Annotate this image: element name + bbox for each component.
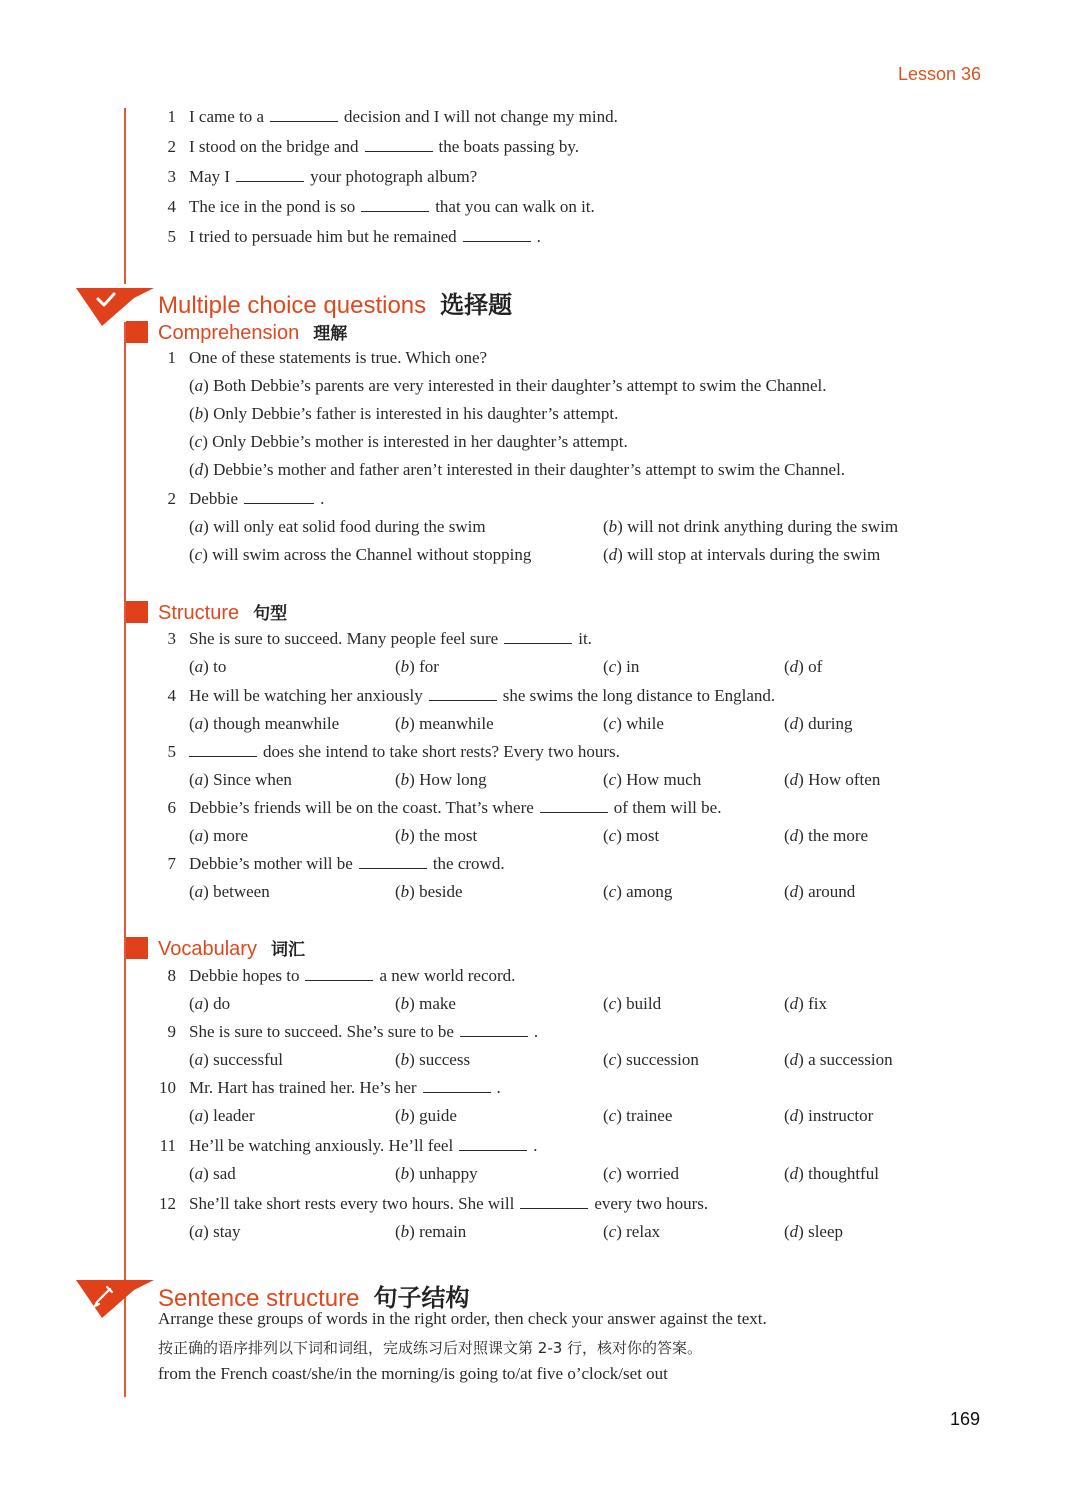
- answer-option[interactable]: (b) guide: [395, 1106, 457, 1125]
- answer-option[interactable]: (a) to: [189, 657, 227, 676]
- margin-rule-top: [124, 108, 126, 284]
- answer-option[interactable]: (b) beside: [395, 882, 463, 901]
- question-text-before: I tried to persuade him but he remained: [189, 227, 457, 246]
- answer-option[interactable]: (b) make: [395, 994, 456, 1013]
- option-letter: c: [608, 882, 617, 901]
- answer-blank[interactable]: [520, 1195, 588, 1209]
- question-number: 7: [167, 854, 176, 873]
- option-text: remain: [419, 1222, 467, 1241]
- subsection-title-zh: 词汇: [270, 940, 305, 960]
- option-text: success: [419, 1050, 471, 1069]
- option-text: of: [808, 657, 823, 676]
- answer-option[interactable]: (d) sleep: [784, 1222, 844, 1241]
- option-text: a succession: [808, 1050, 893, 1069]
- option-letter: b: [400, 714, 410, 733]
- subsection-title-text: Vocabulary: [158, 938, 257, 960]
- question-text: [189, 742, 620, 762]
- answer-option[interactable]: (d) instructor: [784, 1106, 874, 1125]
- question-text-before: She’ll take short rests every two hours. She will: [189, 1194, 515, 1213]
- question-text: [189, 137, 579, 157]
- answer-option[interactable]: (c) worried: [603, 1164, 680, 1183]
- subsection-title-vocabulary: [158, 935, 305, 961]
- option-text: the more: [808, 826, 869, 845]
- option-letter: a: [194, 994, 204, 1013]
- option-letter: d: [789, 1050, 799, 1069]
- question-number: 3: [167, 167, 176, 186]
- question-number: 9: [167, 1022, 176, 1041]
- question-text: [189, 489, 324, 509]
- question-text: [189, 227, 541, 247]
- option-text: succession: [626, 1050, 699, 1069]
- answer-option[interactable]: (d) thoughtful: [784, 1164, 879, 1183]
- question-number: 11: [159, 1136, 176, 1155]
- subsection-title-comprehension: [158, 319, 347, 345]
- answer-option[interactable]: (c) succession: [603, 1050, 699, 1069]
- question-number: 3: [167, 629, 176, 648]
- answer-option[interactable]: (a) leader: [189, 1106, 255, 1125]
- option-letter: b: [608, 517, 618, 536]
- answer-option[interactable]: (c) Only Debbie’s mother is interested in her daughter’s attempt.: [189, 432, 628, 451]
- option-letter: b: [400, 1050, 410, 1069]
- option-letter: c: [608, 994, 617, 1013]
- question-number: 4: [167, 686, 176, 705]
- option-letter: d: [789, 657, 799, 676]
- answer-option[interactable]: (a) will only eat solid food during the swim: [189, 517, 486, 536]
- option-text: Debbie’s mother and father aren’t interested in their daughter’s attempt to swim the Channel.: [213, 460, 846, 479]
- margin-rule-main: [124, 322, 126, 1397]
- option-text: relax: [626, 1222, 661, 1241]
- question-text: [189, 798, 721, 818]
- answer-option[interactable]: (a) Both Debbie’s parents are very interested in their daughter’s attempt to swim the Channel.: [189, 376, 827, 395]
- option-text: though meanwhile: [213, 714, 340, 733]
- question-number: 8: [167, 966, 176, 985]
- question-text: [189, 966, 515, 986]
- option-letter: d: [789, 1164, 799, 1183]
- option-letter: b: [400, 994, 410, 1013]
- answer-blank[interactable]: [459, 1137, 527, 1151]
- option-letter: d: [789, 882, 799, 901]
- option-letter: c: [608, 770, 617, 789]
- question-text-before: I stood on the bridge and: [189, 137, 359, 156]
- option-text: How often: [808, 770, 881, 789]
- option-letter: a: [194, 1164, 204, 1183]
- lesson-label: Lesson 36: [898, 64, 982, 84]
- answer-option[interactable]: (d) around: [784, 882, 856, 901]
- option-letter: b: [400, 1222, 410, 1241]
- subsection-title-zh: 句型: [253, 604, 288, 624]
- option-text: while: [626, 714, 664, 733]
- question-text-after: .: [533, 1136, 538, 1155]
- question-text-after: she swims the long distance to England.: [502, 686, 776, 705]
- question-text-before: She is sure to succeed. She’s sure to be: [189, 1022, 454, 1041]
- question-text: [189, 1136, 537, 1156]
- option-letter: b: [400, 1164, 410, 1183]
- subsection-title-structure: [158, 599, 287, 625]
- subsection-title-text: Structure: [158, 602, 240, 624]
- option-text: in: [626, 657, 640, 676]
- option-letter: c: [608, 714, 617, 733]
- option-text: meanwhile: [419, 714, 494, 733]
- question-text-after: .: [320, 489, 325, 508]
- answer-option[interactable]: (a) successful: [189, 1050, 283, 1069]
- option-text: Only Debbie’s father is interested in his daughter’s attempt.: [213, 404, 619, 423]
- option-text: build: [626, 994, 662, 1013]
- pencil-badge-icon: [76, 1278, 154, 1320]
- option-text: thoughtful: [808, 1164, 879, 1183]
- answer-option[interactable]: (a) more: [189, 826, 249, 845]
- answer-option[interactable]: (d) Debbie’s mother and father aren’t interested in their daughter’s attempt to swim the Channel.: [189, 460, 846, 479]
- option-letter: a: [194, 714, 204, 733]
- option-letter: c: [194, 432, 203, 451]
- option-text: beside: [419, 882, 463, 901]
- option-letter: d: [789, 1222, 799, 1241]
- question-text-after: .: [536, 227, 541, 246]
- option-letter: a: [194, 376, 204, 395]
- question-text-before: Debbie hopes to: [189, 966, 300, 985]
- answer-option[interactable]: (c) relax: [603, 1222, 661, 1241]
- option-text: How much: [626, 770, 702, 789]
- question-number: 10: [159, 1078, 176, 1097]
- option-text: more: [213, 826, 249, 845]
- question-text: [189, 167, 477, 187]
- answer-blank[interactable]: [359, 855, 427, 869]
- option-text: will swim across the Channel without stopping: [212, 545, 532, 564]
- answer-blank[interactable]: [540, 799, 608, 813]
- question-number: 5: [167, 227, 176, 246]
- question-number: 12: [159, 1194, 176, 1213]
- sentence-structure-words: from the French coast/she/in the morning/is going to/at five o’clock/set out: [158, 1364, 668, 1383]
- option-letter: a: [194, 657, 204, 676]
- question-text-before: He will be watching her anxiously: [189, 686, 423, 705]
- option-letter: a: [194, 770, 204, 789]
- question-text: [189, 107, 618, 127]
- answer-blank[interactable]: [429, 687, 497, 701]
- question-number: 2: [167, 137, 176, 156]
- question-text-after: every two hours.: [594, 1194, 709, 1213]
- answer-blank[interactable]: [460, 1023, 528, 1037]
- question-text-after: your photograph album?: [310, 167, 478, 186]
- option-text: around: [808, 882, 856, 901]
- subsection-title-zh: 理解: [313, 324, 348, 344]
- option-letter: c: [608, 1050, 617, 1069]
- option-letter: b: [194, 404, 204, 423]
- option-text: to: [213, 657, 227, 676]
- question-text-after: of them will be.: [613, 798, 722, 817]
- option-letter: b: [400, 826, 410, 845]
- question-number: 5: [167, 742, 176, 761]
- option-letter: c: [608, 1106, 617, 1125]
- question-text: [189, 1022, 538, 1042]
- question-text-before: She is sure to succeed. Many people feel sure: [189, 629, 499, 648]
- section-title-sentence-structure: [158, 1278, 469, 1313]
- structure-marker: [126, 601, 148, 623]
- option-text: successful: [213, 1050, 283, 1069]
- option-letter: a: [194, 517, 204, 536]
- section-title-text: Sentence structure: [158, 1285, 360, 1312]
- question-text: [189, 629, 592, 649]
- question-text-after: .: [533, 1022, 539, 1041]
- answer-option[interactable]: (c) How much: [603, 770, 702, 789]
- option-text: most: [626, 826, 660, 845]
- answer-blank[interactable]: [236, 168, 304, 182]
- section-title-text: Multiple choice questions: [158, 292, 427, 319]
- option-letter: c: [608, 1222, 617, 1241]
- section-title-zh: 句子结构: [373, 1284, 470, 1312]
- answer-option[interactable]: (a) between: [189, 882, 270, 901]
- question-number: 2: [167, 489, 176, 508]
- option-letter: c: [194, 545, 203, 564]
- answer-option[interactable]: (d) fix: [784, 994, 827, 1013]
- option-letter: a: [194, 1222, 204, 1241]
- section-title-zh: 选择题: [440, 291, 513, 319]
- option-text: fix: [808, 994, 827, 1013]
- answer-option[interactable]: (b) meanwhile: [395, 714, 494, 733]
- option-text: sleep: [808, 1222, 844, 1241]
- question-text-before: I came to a: [189, 107, 265, 126]
- question-text-before: The ice in the pond is so: [189, 197, 356, 216]
- answer-option[interactable]: (c) will swim across the Channel without stopping: [189, 545, 532, 564]
- answer-option[interactable]: (b) for: [395, 657, 439, 676]
- option-letter: c: [608, 826, 617, 845]
- option-text: will only eat solid food during the swim: [213, 517, 486, 536]
- option-text: trainee: [626, 1106, 673, 1125]
- option-text: the most: [419, 826, 478, 845]
- answer-blank[interactable]: [365, 138, 433, 152]
- option-letter: d: [789, 770, 799, 789]
- option-letter: b: [400, 657, 410, 676]
- answer-option[interactable]: (b) remain: [395, 1222, 467, 1241]
- answer-blank[interactable]: [423, 1079, 491, 1093]
- answer-option[interactable]: (b) unhappy: [395, 1164, 478, 1183]
- question-text-before: He’ll be watching anxiously. He’ll feel: [189, 1136, 454, 1155]
- option-letter: c: [608, 1164, 617, 1183]
- page-number: 169: [950, 1409, 981, 1429]
- option-text: How long: [419, 770, 487, 789]
- answer-blank[interactable]: [270, 108, 338, 122]
- option-text: unhappy: [419, 1164, 478, 1183]
- question-text: [189, 854, 505, 874]
- answer-option[interactable]: (c) build: [603, 994, 662, 1013]
- answer-option[interactable]: (a) though meanwhile: [189, 714, 340, 733]
- question-text-after: that you can walk on it.: [435, 197, 595, 216]
- answer-option[interactable]: (a) Since when: [189, 770, 292, 789]
- answer-option[interactable]: (d) How often: [784, 770, 881, 789]
- answer-option[interactable]: (b) success: [395, 1050, 471, 1069]
- answer-option[interactable]: (a) do: [189, 994, 231, 1013]
- vocabulary-marker: [126, 937, 148, 959]
- question-text-after: does she intend to take short rests? Every two hours.: [263, 742, 620, 761]
- answer-blank[interactable]: [463, 228, 531, 242]
- question-text: [189, 1078, 501, 1098]
- question-number: 4: [167, 197, 176, 216]
- answer-option[interactable]: (d) during: [784, 714, 853, 733]
- answer-blank[interactable]: [244, 490, 314, 504]
- option-letter: a: [194, 1106, 204, 1125]
- question-number: 1: [167, 107, 176, 126]
- question-text: [189, 686, 775, 706]
- subsection-title-text: Comprehension: [158, 322, 300, 344]
- question-text-before: Debbie: [189, 489, 239, 508]
- answer-option[interactable]: (c) trainee: [603, 1106, 673, 1125]
- question-number: 1: [167, 348, 176, 367]
- option-letter: a: [194, 882, 204, 901]
- question-text-before: Debbie’s friends will be on the coast. That’s where: [189, 798, 534, 817]
- question-text-after: the crowd.: [432, 854, 505, 873]
- question-text-before: May I: [189, 167, 231, 186]
- answer-option[interactable]: (c) most: [603, 826, 660, 845]
- answer-option[interactable]: (d) the more: [784, 826, 869, 845]
- answer-option[interactable]: (b) the most: [395, 826, 478, 845]
- option-text: sad: [213, 1164, 236, 1183]
- answer-option[interactable]: (d) will stop at intervals during the swim: [603, 545, 881, 564]
- question-number: 6: [167, 798, 176, 817]
- section-title-multiple-choice: [158, 285, 512, 320]
- option-letter: c: [608, 657, 617, 676]
- option-text: between: [213, 882, 270, 901]
- answer-option[interactable]: (b) Only Debbie’s father is interested in his daughter’s attempt.: [189, 404, 619, 423]
- option-text: will stop at intervals during the swim: [627, 545, 881, 564]
- answer-blank[interactable]: [504, 630, 572, 644]
- answer-option[interactable]: (c) in: [603, 657, 640, 676]
- answer-blank[interactable]: [361, 198, 429, 212]
- option-letter: d: [789, 1106, 799, 1125]
- option-letter: d: [789, 994, 799, 1013]
- answer-option[interactable]: (b) will not drink anything during the swim: [603, 517, 899, 536]
- option-text: instructor: [808, 1106, 874, 1125]
- question-text-after: the boats passing by.: [438, 137, 580, 156]
- option-text: Since when: [213, 770, 292, 789]
- sentence-structure-instruction: Arrange these groups of words in the right order, then check your answer against the text.: [158, 1309, 767, 1328]
- question-text-after: decision and I will not change my mind.: [344, 107, 618, 126]
- option-letter: a: [194, 1050, 204, 1069]
- answer-option[interactable]: (a) stay: [189, 1222, 241, 1241]
- answer-blank[interactable]: [189, 743, 257, 757]
- option-text: guide: [419, 1106, 457, 1125]
- question-text: [189, 197, 595, 217]
- question-text-after: it.: [578, 629, 592, 648]
- option-text: for: [419, 657, 439, 676]
- option-text: worried: [626, 1164, 680, 1183]
- answer-option[interactable]: (c) while: [603, 714, 664, 733]
- option-text: make: [419, 994, 456, 1013]
- answer-option[interactable]: (c) among: [603, 882, 673, 901]
- option-text: do: [213, 994, 231, 1013]
- option-text: leader: [213, 1106, 255, 1125]
- answer-option[interactable]: (d) of: [784, 657, 823, 676]
- question-text: [189, 1194, 708, 1214]
- question-text-before: Debbie’s mother will be: [189, 854, 353, 873]
- comprehension-marker: [126, 321, 148, 343]
- option-letter: d: [608, 545, 618, 564]
- question-text-after: a new world record.: [379, 966, 516, 985]
- option-text: stay: [213, 1222, 241, 1241]
- option-text: among: [626, 882, 673, 901]
- option-text: will not drink anything during the swim: [627, 517, 899, 536]
- answer-option[interactable]: (b) How long: [395, 770, 487, 789]
- question-text-before: Mr. Hart has trained her. He’s her: [189, 1078, 417, 1097]
- option-text: Only Debbie’s mother is interested in her daughter’s attempt.: [212, 432, 628, 451]
- option-letter: d: [194, 460, 204, 479]
- option-letter: b: [400, 1106, 410, 1125]
- option-letter: d: [789, 826, 799, 845]
- sentence-structure-instruction-zh: 按正确的语序排列以下词和词组，完成练习后对照课文第 2-3 行，核对你的答案。: [158, 1339, 703, 1357]
- question-text-after: .: [496, 1078, 501, 1097]
- option-text: during: [808, 714, 853, 733]
- question-text: One of these statements is true. Which one?: [189, 348, 488, 367]
- option-letter: b: [400, 882, 410, 901]
- option-text: Both Debbie’s parents are very interested in their daughter’s attempt to swim the Channel.: [213, 376, 827, 395]
- answer-option[interactable]: (a) sad: [189, 1164, 236, 1183]
- option-letter: b: [400, 770, 410, 789]
- option-letter: d: [789, 714, 799, 733]
- answer-option[interactable]: (d) a succession: [784, 1050, 893, 1069]
- answer-blank[interactable]: [305, 967, 373, 981]
- option-letter: a: [194, 826, 204, 845]
